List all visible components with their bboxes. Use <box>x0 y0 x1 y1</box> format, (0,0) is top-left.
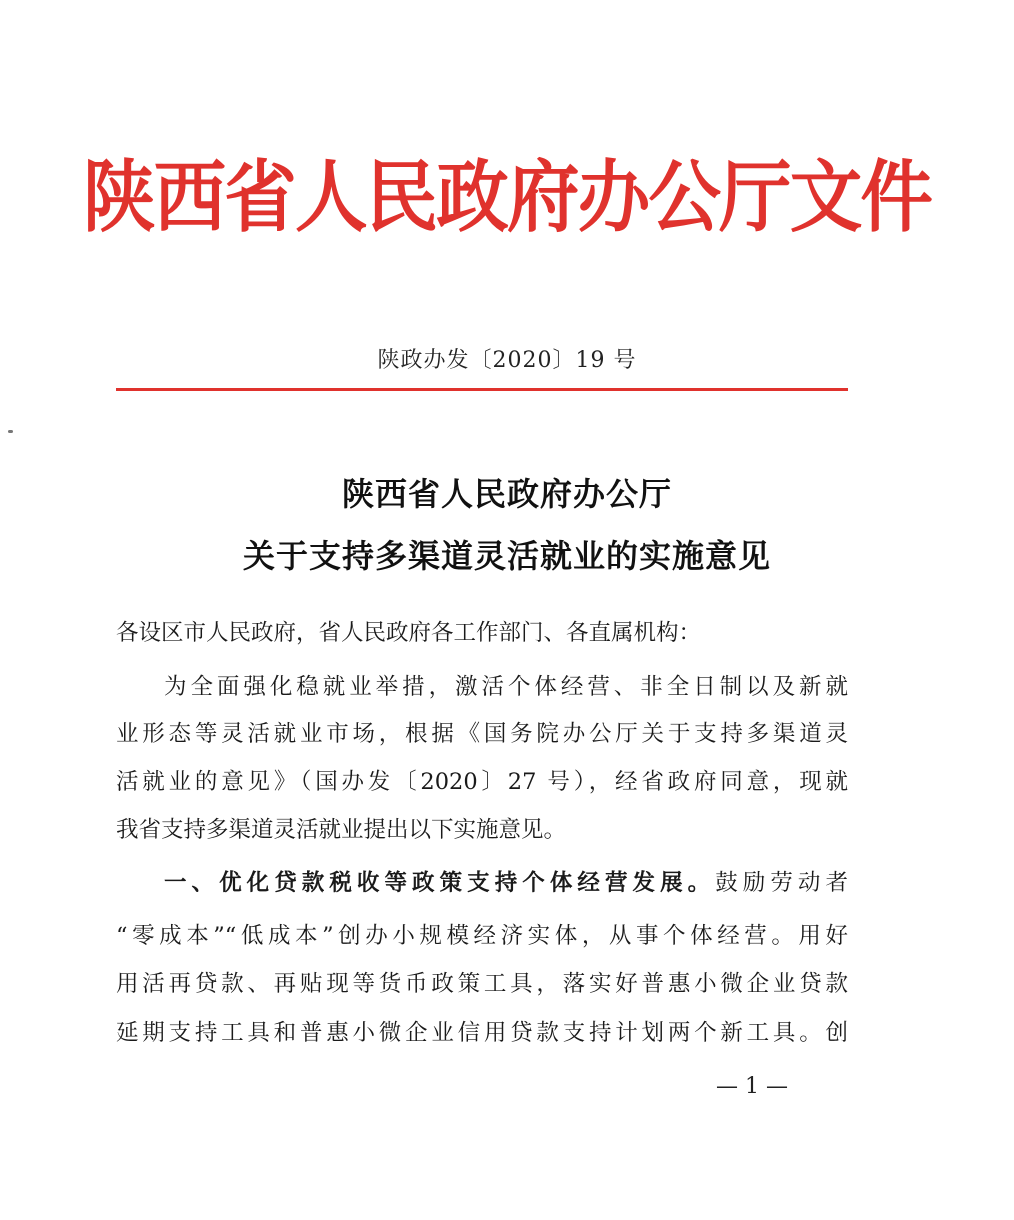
paragraph-2-line-3: 用活再贷款、再贴现等货币政策工具，落实好普惠小微企业贷款 <box>116 971 848 997</box>
document-number: 陕政办发〔2020〕19 号 <box>377 348 637 373</box>
section-heading: 一、优化贷款税收等政策支持个体经营发展。 <box>164 870 716 896</box>
page-number: — 1 — <box>716 1074 788 1099</box>
paragraph-1-line-4: 我省支持多渠道灵活就业提出以下实施意见。 <box>116 817 567 843</box>
paragraph-2-line-1-rest: 鼓励劳动者 <box>715 870 848 896</box>
salutation: 各设区市人民政府，省人民政府各工作部门、各直属机构： <box>116 620 702 646</box>
paragraph-2-line-4: 延期支持工具和普惠小微企业信用贷款支持计划两个新工具。创 <box>116 1020 848 1046</box>
paragraph-1-line-2: 业形态等灵活就业市场，根据《国务院办公厅关于支持多渠道灵 <box>116 721 848 747</box>
document-title-line-1: 陕西省人民政府办公厅 <box>341 475 672 513</box>
paragraph-2-line-1 <box>164 868 848 898</box>
paragraph-2-line-2: “零成本”“低成本”创办小规模经济实体，从事个体经营。用好 <box>116 923 848 949</box>
document-title-line-2: 关于支持多渠道灵活就业的实施意见 <box>242 537 771 575</box>
red-divider-rule <box>116 388 848 391</box>
scan-speck <box>8 430 13 433</box>
paragraph-1-line-3: 活就业的意见》（国办发〔2020〕27 号），经省政府同意，现就 <box>116 769 848 795</box>
masthead-title: 陕西省人民政府办公厅文件 <box>82 153 932 243</box>
paragraph-1-line-1: 为全面强化稳就业举措，激活个体经营、非全日制以及新就 <box>164 674 848 700</box>
